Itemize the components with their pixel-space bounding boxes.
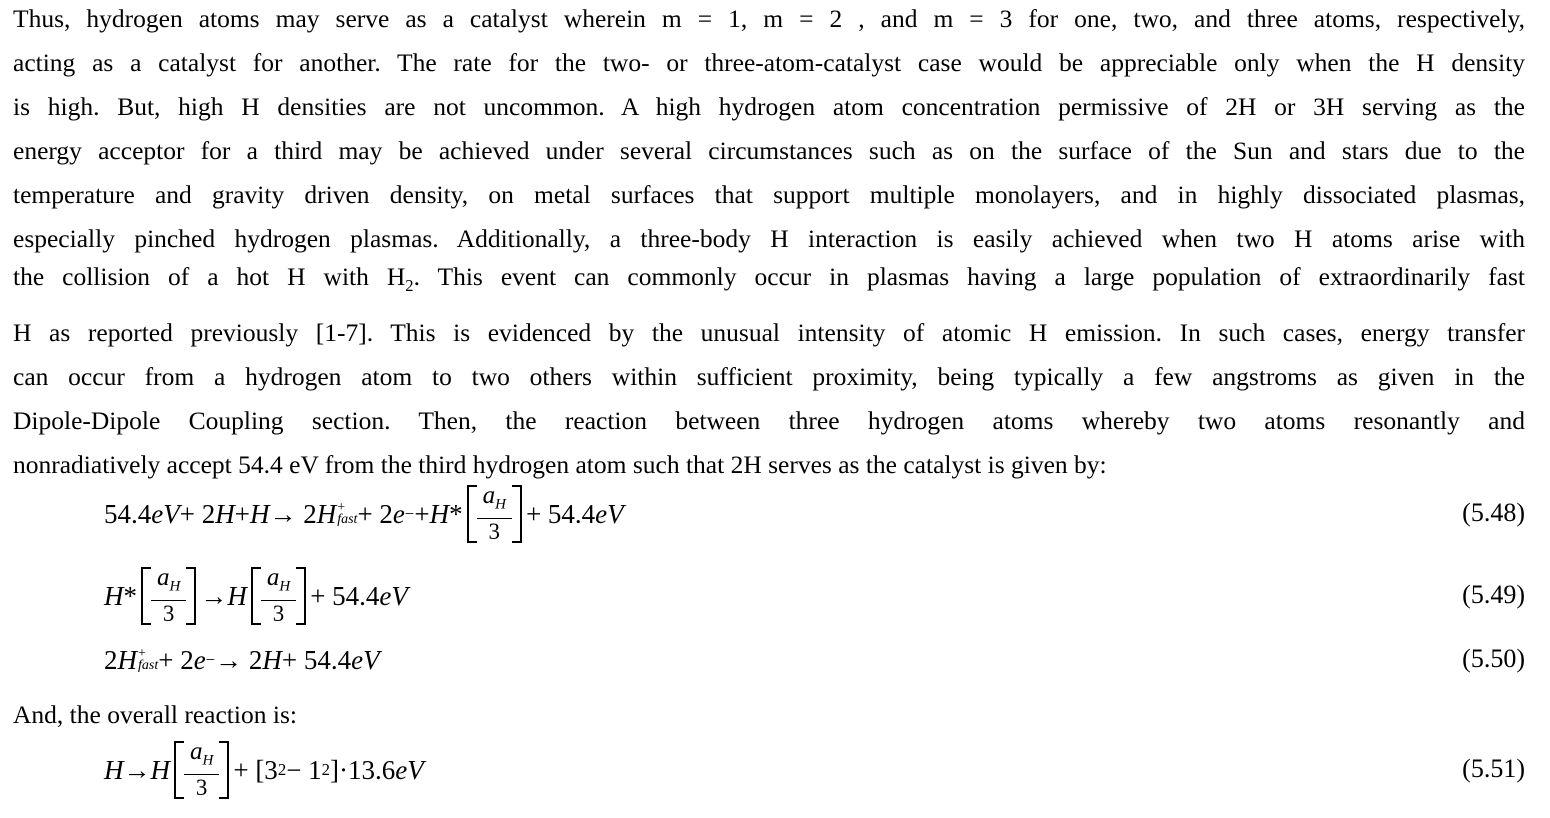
fraction-denominator: 3 xyxy=(162,600,175,626)
text-line: Dipole-Dipole Coupling section. Then, the reaction between three hydrogen atoms whereby two atoms resonantly and xyxy=(13,406,1525,435)
eq-term: H xyxy=(104,580,124,611)
eq-term: − 1 xyxy=(286,754,322,785)
superscript: − xyxy=(205,650,216,669)
fraction-denominator: 3 xyxy=(272,600,285,626)
eq-term: + 54.4 xyxy=(525,498,596,529)
fraction-numerator: $a_H$ xyxy=(261,565,296,600)
eq-term: * xyxy=(449,498,463,529)
superscript: + xyxy=(337,500,346,515)
eq-term: + [3 xyxy=(233,754,278,785)
paragraph-body xyxy=(13,0,1525,487)
fraction-numerator: $a_H$ xyxy=(151,565,186,600)
text-line: H as reported previously [1-7]. This is evidenced by the unusual intensity of atomic H emission. In such cases, energy transfer xyxy=(13,318,1525,347)
text-fragment: the collision of a hot H with H xyxy=(13,262,406,291)
eq-term: + 54.4 xyxy=(281,644,352,675)
eq-term: eV xyxy=(151,498,180,529)
eq-term: H xyxy=(150,754,170,785)
eq-term: + xyxy=(414,498,430,529)
overall-reaction-text xyxy=(13,693,1525,737)
fraction-numerator: $a_H$ xyxy=(184,739,219,774)
eq-term: 54.4 xyxy=(104,498,152,529)
eq-term: e xyxy=(193,644,206,675)
equation-5-49 xyxy=(104,566,1525,626)
eq-term: + 2 xyxy=(179,498,216,529)
eq-term: H xyxy=(429,498,450,529)
superscript: 2 xyxy=(321,760,331,779)
eq-term: eV xyxy=(351,644,380,675)
equation-expression xyxy=(104,740,424,800)
bracket-fraction xyxy=(467,482,522,544)
equation-number: (5.51) xyxy=(1462,754,1525,783)
eq-term: eV xyxy=(379,580,408,611)
eq-term: H xyxy=(227,580,247,611)
text-line: acting as a catalyst for another. The rate for the two- or three-atom-catalyst case would be appreciable only when the H density xyxy=(13,48,1525,77)
eq-supsub xyxy=(138,648,158,672)
text-line: can occur from a hydrogen atom to two others within sufficient proximity, being typically a few angstroms as given in the xyxy=(13,362,1525,391)
superscript: + xyxy=(138,646,146,661)
eq-term: H xyxy=(104,754,124,785)
superscript: 2 xyxy=(277,760,287,779)
text-line: And, the overall reaction is: xyxy=(13,700,297,729)
eq-term: H xyxy=(316,498,337,529)
equation-number: (5.50) xyxy=(1462,644,1525,673)
eq-arrow: → 2 xyxy=(215,644,263,675)
bracket-fraction xyxy=(251,564,306,626)
equation-5-51 xyxy=(104,740,1525,800)
equation-expression xyxy=(104,566,408,626)
eq-term: H xyxy=(117,644,137,675)
eq-term: e xyxy=(392,498,405,529)
eq-supsub xyxy=(337,502,357,526)
eq-term: + xyxy=(234,498,250,529)
eq-term: 2 xyxy=(104,644,118,675)
eq-term: + 2 xyxy=(357,498,393,529)
equation-5-50 xyxy=(104,632,1525,688)
subscript: fast xyxy=(138,658,159,673)
equation-expression xyxy=(104,632,380,688)
eq-arrow: → xyxy=(200,580,228,611)
eq-arrow: → xyxy=(123,754,151,785)
eq-term: + 54.4 xyxy=(310,580,380,611)
equation-expression xyxy=(104,484,624,544)
eq-term: H xyxy=(262,644,282,675)
text-line-with-subscript xyxy=(13,255,1525,299)
text-line: is high. But, high H densities are not uncommon. A high hydrogen atom concentration permissive of 2H or 3H serving as the xyxy=(13,92,1525,121)
subscript: 2 xyxy=(405,275,414,295)
eq-term: H xyxy=(215,498,235,529)
eq-term: H xyxy=(249,498,270,529)
text-line: nonradiatively accept 54.4 eV from the third hydrogen atom such that 2H serves as the catalyst is given by: xyxy=(13,450,1107,479)
subscript: fast xyxy=(337,512,358,527)
eq-term: + 2 xyxy=(158,644,194,675)
fraction-denominator: 3 xyxy=(195,774,208,800)
eq-term: eV xyxy=(395,754,424,785)
text-line: temperature and gravity driven density, on metal surfaces that support multiple monolayers, and in highly dissociated plasmas, xyxy=(13,180,1525,209)
fraction-numerator: $a_H$ xyxy=(477,483,512,518)
superscript: − xyxy=(404,504,415,523)
fraction-denominator: 3 xyxy=(488,518,501,544)
eq-arrow: → 2 xyxy=(269,498,317,529)
eq-term: ]·13.6 xyxy=(330,754,396,785)
text-line: energy acceptor for a third may be achieved under several circumstances such as on the surface of the Sun and stars due to the xyxy=(13,136,1525,165)
equation-number: (5.48) xyxy=(1462,498,1525,527)
equation-5-48 xyxy=(104,484,1525,544)
text-line: Thus, hydrogen atoms may serve as a catalyst wherein m = 1, m = 2 , and m = 3 for one, two, and three atoms, respectively, xyxy=(13,4,1525,33)
equation-number: (5.49) xyxy=(1462,580,1525,609)
bracket-fraction xyxy=(174,738,229,800)
bracket-fraction xyxy=(141,564,196,626)
text-fragment: . This event can commonly occur in plasmas having a large population of extraordinarily fast xyxy=(413,262,1525,291)
eq-term: eV xyxy=(595,498,624,529)
eq-term: * xyxy=(123,580,137,611)
text-line: especially pinched hydrogen plasmas. Additionally, a three-body H interaction is easily achieved when two H atoms arise with xyxy=(13,224,1525,253)
